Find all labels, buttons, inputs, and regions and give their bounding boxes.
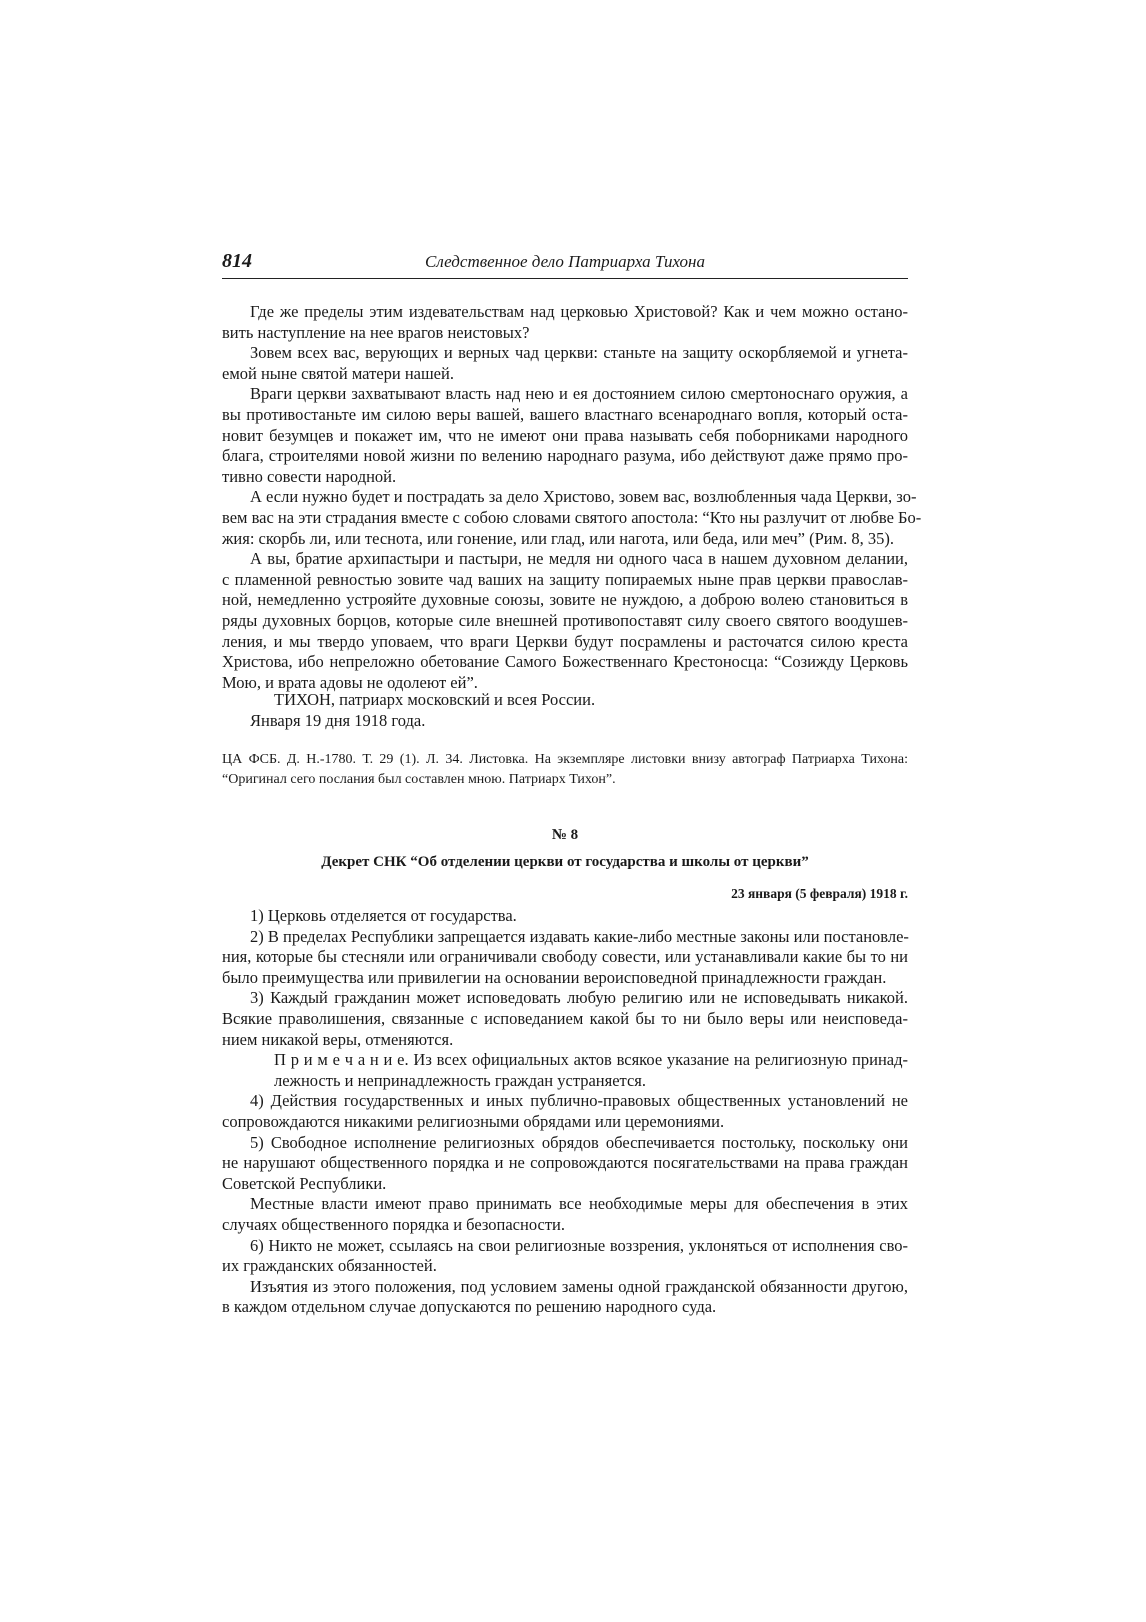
text-line: Всякие праволишения, связанные с исповеданием какой бы то ни было веры или неисповеда- bbox=[222, 1008, 908, 1028]
paragraph bbox=[222, 1194, 908, 1235]
source-note-line: ЦА ФСБ. Д. Н.-1780. Т. 29 (1). Л. 34. Листовка. На экземпляре листовки внизу автограф Патриарха Тихона: bbox=[222, 752, 908, 767]
text-line: с пламенной ревностью зовите чад ваших на защиту попираемых ныне прав церкви православ- bbox=[222, 569, 908, 589]
text-line: Мою, и врата адовы не одолеют ей”. bbox=[222, 672, 478, 692]
text-line: П р и м е ч а н и е. Из всех официальных актов всякое указание на религиозную принад- bbox=[274, 1050, 908, 1070]
text-line: новит безумцев и покажет им, что не имеют они права называть себя поборниками народного bbox=[222, 425, 908, 445]
text-line: вы противостаньте им силою веры вашей, вашего властнаго всенароднаго вопля, который оста- bbox=[222, 404, 908, 424]
text-line: вем вас на эти страдания вместе с собою словами святого апостола: “Кто ны разлучит от любве Бо- bbox=[222, 507, 922, 527]
paragraph bbox=[222, 384, 908, 487]
text-line: емой ныне святой матери нашей. bbox=[222, 363, 454, 383]
text-line: Советской Республики. bbox=[222, 1173, 387, 1193]
signature-date: Января 19 дня 1918 года. bbox=[250, 710, 426, 730]
document-number: № 8 bbox=[551, 827, 579, 843]
text-line: Изъятия из этого положения, под условием замены одной гражданской обязанности другою, bbox=[250, 1276, 908, 1296]
text-line: ления, и мы твердо уповаем, что враги Церкви будут посрамлены и расточатся силою креста bbox=[222, 631, 908, 651]
text-line: 2) В пределах Республики запрещается издавать какие-либо местные законы или постановле- bbox=[250, 926, 909, 946]
document-title: Декрет СНК “Об отделении церкви от государства и школы от церкви” bbox=[321, 854, 809, 870]
text-line: блага, строителями новой жизни по велению народнаго разума, ибо действуют даже прямо про- bbox=[222, 446, 908, 466]
text-line: не нарушают общественного порядка и не сопровождаются посягательствами на права граждан bbox=[222, 1153, 908, 1173]
running-title: Следственное дело Патриарха Тихона bbox=[425, 252, 705, 271]
text-line: ния, которые бы стесняли или ограничивали свободу совести, или устанавливали какие бы то ни bbox=[222, 947, 908, 967]
text-line: Христова, ибо непреложно обетование Самого Божественнаго Крестоносца: “Созижду Церковь bbox=[222, 652, 908, 672]
text-line: в каждом отдельном случае допускаются по решению народного суда. bbox=[222, 1297, 717, 1317]
paragraph bbox=[222, 927, 908, 989]
text-line: 6) Никто не может, ссылаясь на свои религиозные воззрения, уклоняться от исполнения сво- bbox=[250, 1235, 908, 1255]
text-line: 3) Каждый гражданин может исповедовать любую религию или не исповедывать никакой. bbox=[250, 988, 908, 1008]
text-line: А вы, братие архипастыри и пастыри, не медля ни одного часа в нашем духовном делании, bbox=[250, 549, 908, 569]
decree-text bbox=[222, 906, 908, 1318]
paragraph bbox=[222, 906, 908, 927]
source-note bbox=[222, 750, 908, 790]
text-line: вить наступление на нее врагов неистовых? bbox=[222, 322, 530, 342]
text-line: ряды духовных борцов, которые силе внешней противопоставят силу своего святого воодушев- bbox=[222, 610, 908, 630]
text-line: случаях общественного порядка и безопасности. bbox=[222, 1214, 565, 1234]
text-line: Враги церкви захватывают власть над нею и ея достоянием силою смертоноснаго оружия, а bbox=[250, 384, 908, 404]
paragraph bbox=[222, 988, 908, 1050]
text-line: 1) Церковь отделяется от государства. bbox=[250, 906, 517, 925]
text-line: Местные власти имеют право принимать все необходимые меры для обеспечения в этих bbox=[250, 1194, 908, 1214]
paragraph bbox=[222, 1091, 908, 1132]
running-header bbox=[222, 250, 908, 279]
page-number: 814 bbox=[222, 250, 252, 272]
paragraph bbox=[222, 343, 908, 384]
text-line: 4) Действия государственных и иных публично-правовых общественных установлений не bbox=[250, 1091, 908, 1111]
text-line: ной, немедленно устрояйте духовные союзы, зовите не нуждою, а доброю волею становиться в bbox=[222, 590, 908, 610]
note-paragraph bbox=[222, 1050, 908, 1091]
text-line: лежность и непринадлежность граждан устраняется. bbox=[274, 1070, 646, 1090]
text-line: Зовем всех вас, верующих и верных чад церкви: станьте на защиту оскорбляемой и угнета- bbox=[250, 343, 908, 363]
text-line: жия: скорбь ли, или теснота, или гонение, или глад, или нагота, или беда, или меч” (Рим. 8, 35). bbox=[222, 528, 894, 548]
paragraph bbox=[222, 302, 908, 343]
paragraph bbox=[222, 549, 908, 693]
document-date: 23 января (5 февраля) 1918 г. bbox=[731, 886, 908, 901]
text-line: их гражданских обязанностей. bbox=[222, 1256, 437, 1276]
epistle-text bbox=[222, 302, 922, 693]
text-line: А если нужно будет и пострадать за дело Христово, зовем вас, возлюбленныя чада Церкви, зо- bbox=[250, 487, 917, 507]
paragraph bbox=[222, 487, 922, 549]
text-line: сопровождаются никакими религиозными обрядами или церемониями. bbox=[222, 1111, 725, 1131]
text-line: Где же пределы этим издевательствам над церковью Христовой? Как и чем можно остано- bbox=[250, 302, 908, 321]
text-line: 5) Свободное исполнение религиозных обрядов обеспечивается постольку, поскольку они bbox=[250, 1132, 908, 1152]
paragraph bbox=[222, 1133, 908, 1195]
signature-block bbox=[222, 690, 908, 731]
text-line: тивно совести народной. bbox=[222, 466, 397, 486]
text-line: было преимущества или привилегии на основании вероисповедной принадлежности граждан. bbox=[222, 967, 887, 987]
paragraph bbox=[222, 1277, 908, 1318]
source-note-line: “Оригинал сего послания был составлен мною. Патриарх Тихон”. bbox=[222, 772, 616, 787]
signature: ТИХОН, патриарх московский и всея России. bbox=[274, 690, 596, 709]
paragraph bbox=[222, 1236, 908, 1277]
text-line: нием никакой веры, отменяются. bbox=[222, 1029, 454, 1049]
